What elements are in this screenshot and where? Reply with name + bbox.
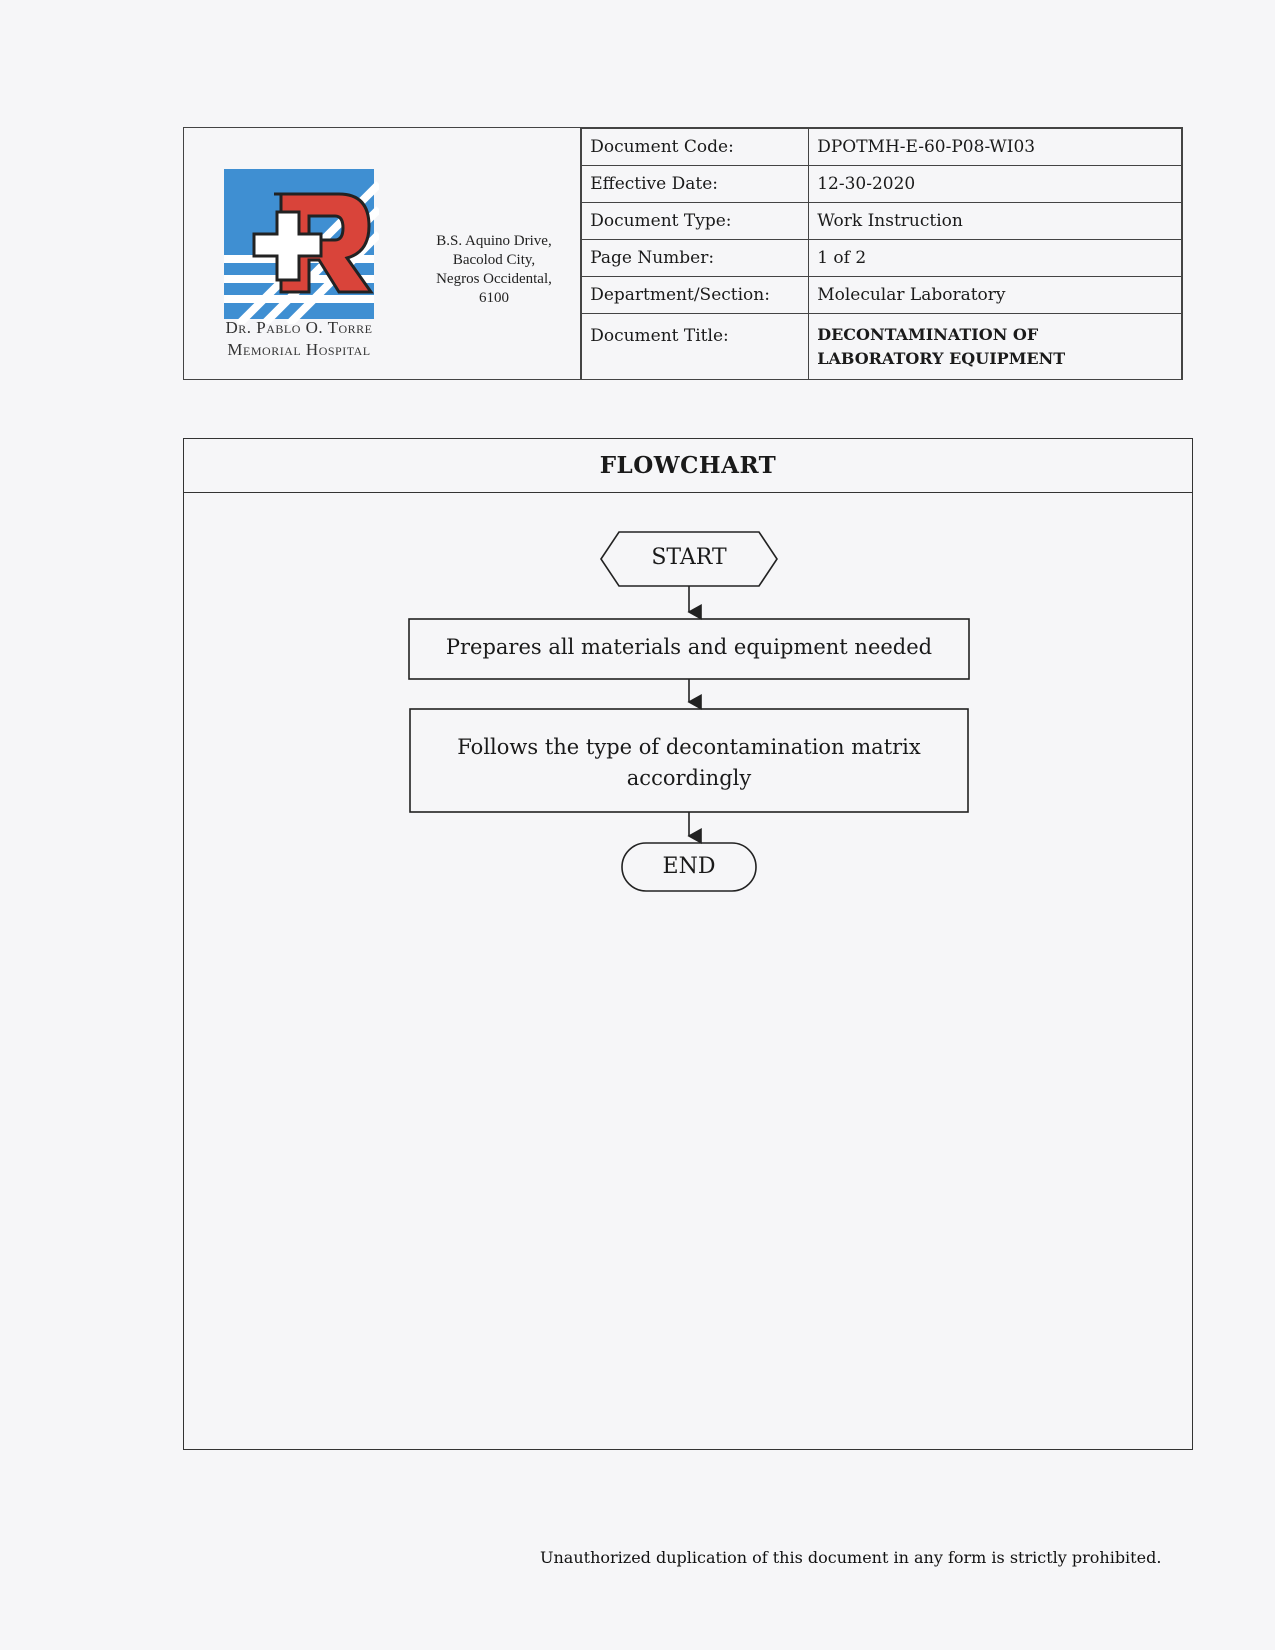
meta-value: 12-30-2020 bbox=[809, 166, 1182, 203]
flowchart-frame bbox=[183, 438, 1193, 1450]
document-header bbox=[183, 127, 1183, 380]
meta-label: Page Number: bbox=[582, 240, 809, 277]
meta-value: Molecular Laboratory bbox=[809, 277, 1182, 314]
address-line: Bacolod City, bbox=[452, 252, 536, 268]
meta-label: Document Title: bbox=[582, 314, 809, 380]
hospital-name bbox=[184, 317, 414, 361]
meta-label: Effective Date: bbox=[582, 166, 809, 203]
hospital-name-line1: Dr. Pablo O. Torre bbox=[225, 318, 373, 337]
step-1-text: Prepares all materials and equipment needed bbox=[445, 635, 933, 659]
meta-row-page-number bbox=[582, 240, 1182, 277]
meta-value: 1 of 2 bbox=[809, 240, 1182, 277]
title-line2: LABORATORY EQUIPMENT bbox=[817, 348, 1066, 368]
flowchart-heading: FLOWCHART bbox=[184, 439, 1192, 493]
meta-row-effective-date bbox=[582, 166, 1182, 203]
start-label: START bbox=[651, 545, 727, 570]
meta-row-document-type bbox=[582, 203, 1182, 240]
meta-row-department bbox=[582, 277, 1182, 314]
address-line: B.S. Aquino Drive, bbox=[436, 233, 552, 249]
address-line: Negros Occidental, bbox=[436, 271, 552, 287]
meta-value-title bbox=[809, 314, 1182, 380]
meta-label: Department/Section: bbox=[582, 277, 809, 314]
meta-row-document-title bbox=[582, 314, 1182, 380]
hospital-logo-icon bbox=[219, 164, 379, 324]
end-label: END bbox=[662, 854, 716, 879]
meta-value: DPOTMH-E-60-P08-WI03 bbox=[809, 129, 1182, 166]
meta-value: Work Instruction bbox=[809, 203, 1182, 240]
meta-label: Document Type: bbox=[582, 203, 809, 240]
step-2-text: Follows the type of decontamination matrix accordingly bbox=[457, 735, 921, 790]
hospital-name-line2: Memorial Hospital bbox=[227, 340, 371, 359]
address-line: 6100 bbox=[479, 290, 509, 306]
meta-row-document-code bbox=[582, 129, 1182, 166]
meta-label: Document Code: bbox=[582, 129, 809, 166]
hospital-address bbox=[414, 232, 574, 308]
footer-notice: Unauthorized duplication of this document in any form is strictly prohibited. bbox=[540, 1548, 1162, 1567]
document-meta-table bbox=[581, 128, 1182, 380]
hospital-brand bbox=[184, 128, 581, 379]
flowchart-diagram bbox=[184, 439, 1192, 1449]
title-line1: DECONTAMINATION OF bbox=[817, 324, 1039, 344]
